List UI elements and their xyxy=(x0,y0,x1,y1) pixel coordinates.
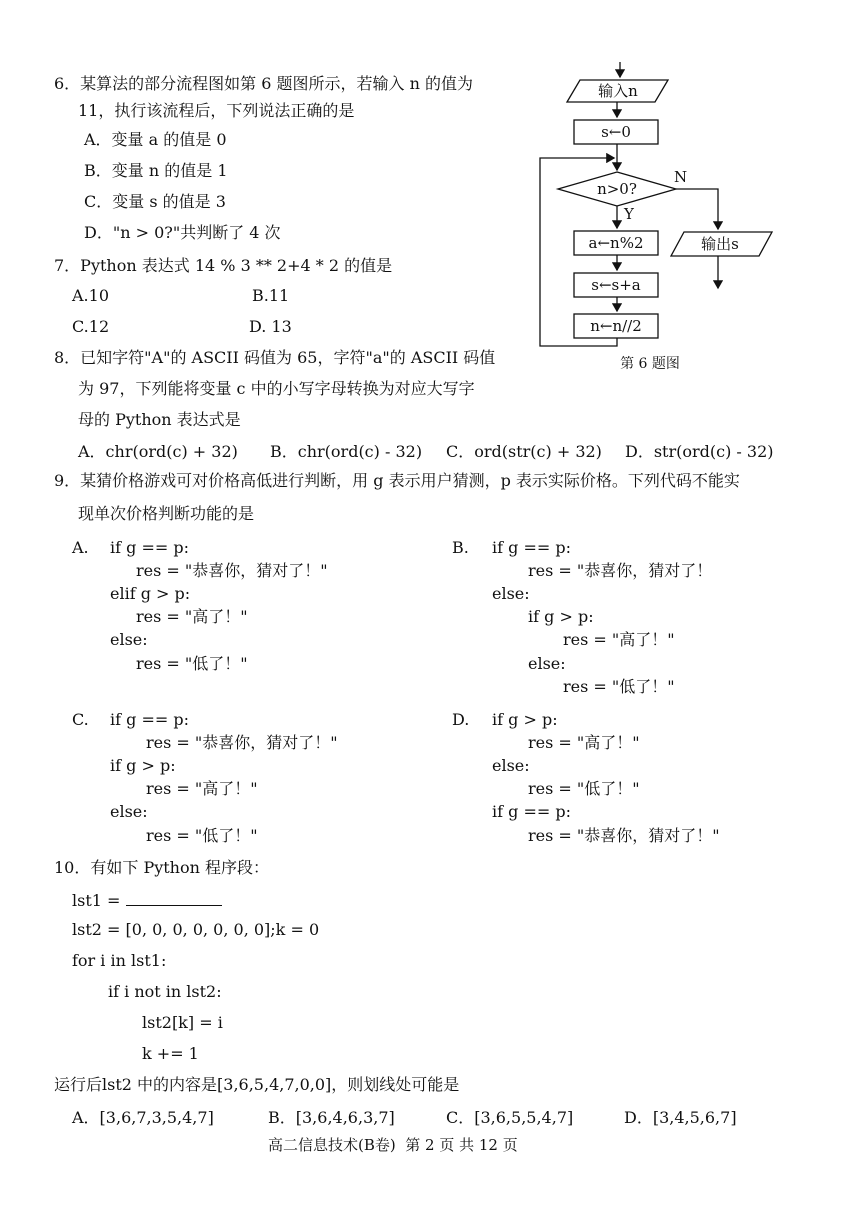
q9-c-code-line: res = "恭喜你，猜对了！" xyxy=(146,733,338,752)
q10-code-line: lst2 = [0, 0, 0, 0, 0, 0, 0];k = 0 xyxy=(72,920,320,939)
q7-option-b: B.11 xyxy=(252,286,290,305)
q8-line2: 为 97，下列能将变量 c 中的小写字母转换为对应大写字 xyxy=(78,379,475,398)
q10-code-lst1: lst1 = xyxy=(72,891,121,910)
q9-b-label: B. xyxy=(452,538,469,557)
q8-option-b: B．chr(ord(c) - 32) xyxy=(270,442,423,461)
q9-d-label: D. xyxy=(452,710,470,729)
flowchart-input-text: 输入n xyxy=(598,82,638,100)
flowchart-init-text: s←0 xyxy=(601,123,631,141)
q9-c-label: C. xyxy=(72,710,89,729)
q9-a-code-line: res = "恭喜你，猜对了！" xyxy=(136,561,328,580)
flowchart-step2-text: s←s+a xyxy=(591,276,641,294)
q8-option-c: C．ord(str(c) + 32) xyxy=(446,442,602,461)
q6-line2: 11，执行该流程后，下列说法正确的是 xyxy=(78,101,355,120)
q9-d-code-line: else: xyxy=(492,756,530,775)
flowchart-output-text: 输出s xyxy=(701,235,739,253)
q9-b-code-line: res = "高了！" xyxy=(563,630,675,649)
q9-c-code-line: else: xyxy=(110,802,148,821)
q10-code-line: for i in lst1: xyxy=(72,951,167,970)
q9-d-code-line: if g > p: xyxy=(492,710,558,729)
q9-a-code-line: if g == p: xyxy=(110,538,189,557)
q10-option-d: D．[3,4,5,6,7] xyxy=(624,1108,737,1127)
q10-option-b: B．[3,6,4,6,3,7] xyxy=(268,1108,395,1127)
q7-line1: 7．Python 表达式 14 % 3 ** 2+4 * 2 的值是 xyxy=(54,256,393,275)
flowchart-caption: 第 6 题图 xyxy=(620,356,680,372)
q6-option-b: B．变量 n 的值是 1 xyxy=(84,161,228,180)
q6-option-c: C．变量 s 的值是 3 xyxy=(84,192,226,211)
q9-c-code-line: if g > p: xyxy=(110,756,176,775)
q7-option-d: D. 13 xyxy=(249,317,292,336)
q9-b-code-line: res = "低了！" xyxy=(563,677,675,696)
flowchart-step1-text: a←n%2 xyxy=(588,234,644,252)
q9-c-code-line: res = "高了！" xyxy=(146,779,258,798)
q9-c-code-line: res = "低了！" xyxy=(146,826,258,845)
q9-a-code-line: res = "高了！" xyxy=(136,607,248,626)
q9-d-code-line: res = "恭喜你，猜对了！" xyxy=(528,826,720,845)
q9-c-code-line: if g == p: xyxy=(110,710,189,729)
flowchart-yes-label: Y xyxy=(624,205,634,223)
q10-code-line: lst2[k] = i xyxy=(142,1013,223,1032)
flowchart-no-label: N xyxy=(674,168,688,186)
q8-option-a: A．chr(ord(c) + 32) xyxy=(78,442,238,461)
q9-line1: 9．某猜价格游戏可对价格高低进行判断，用 g 表示用户猜测，p 表示实际价格。下列代码不能实 xyxy=(54,471,740,490)
q9-b-code-line: else: xyxy=(528,654,566,673)
q9-a-code-line: res = "低了！" xyxy=(136,654,248,673)
q6-line1: 6．某算法的部分流程图如第 6 题图所示，若输入 n 的值为 xyxy=(54,74,474,93)
answer-blank xyxy=(126,891,222,906)
flowchart xyxy=(0,0,867,380)
page-footer: 高二信息技术(B卷) 第 2 页 共 12 页 xyxy=(268,1136,518,1154)
q10-result: 运行后lst2 中的内容是[3,6,5,4,7,0,0]，则划线处可能是 xyxy=(54,1075,460,1094)
q6-option-d: D．"n > 0?"共判断了 4 次 xyxy=(84,223,281,242)
q10-option-a: A．[3,6,7,3,5,4,7] xyxy=(72,1108,214,1127)
flowchart-step3-text: n←n//2 xyxy=(590,317,642,335)
q9-b-code-line: res = "恭喜你，猜对了！ xyxy=(528,561,713,580)
q8-line3: 母的 Python 表达式是 xyxy=(78,410,241,429)
q9-d-code-line: res = "低了！" xyxy=(528,779,640,798)
q10-line1: 10．有如下 Python 程序段： xyxy=(54,858,270,877)
q9-d-code-line: if g == p: xyxy=(492,802,571,821)
q9-a-code-line: else: xyxy=(110,630,148,649)
q9-b-code-line: if g == p: xyxy=(492,538,571,557)
q9-a-code-line: elif g > p: xyxy=(110,584,191,603)
q10-code-line: if i not in lst2: xyxy=(108,982,222,1001)
q9-b-code-line: if g > p: xyxy=(528,607,594,626)
q9-d-code-line: res = "高了！" xyxy=(528,733,640,752)
q8-line1: 8．已知字符"A"的 ASCII 码值为 65，字符"a"的 ASCII 码值 xyxy=(54,348,496,367)
q6-option-a: A．变量 a 的值是 0 xyxy=(84,130,227,149)
q10-code-line xyxy=(72,891,222,909)
q9-line2: 现单次价格判断功能的是 xyxy=(78,504,255,523)
q10-code-line: k += 1 xyxy=(142,1044,199,1063)
q9-b-code-line: else: xyxy=(492,584,530,603)
flowchart-condition-text: n>0? xyxy=(597,180,637,198)
q9-a-label: A. xyxy=(72,538,89,557)
q7-option-a: A.10 xyxy=(72,286,109,305)
q10-option-c: C．[3,6,5,5,4,7] xyxy=(446,1108,574,1127)
q7-option-c: C.12 xyxy=(72,317,110,336)
q8-option-d: D．str(ord(c) - 32) xyxy=(625,442,774,461)
